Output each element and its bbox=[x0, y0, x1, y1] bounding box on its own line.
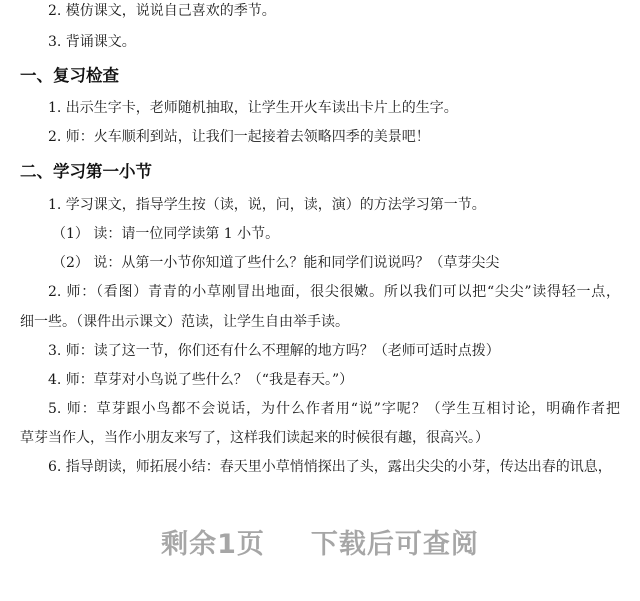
review-item-2: 2. 师：火车顺利到站，让我们一起接着去领略四季的美景吧！ bbox=[48, 129, 430, 145]
study-sub-1: （1） 读：请一位同学读第 1 小节。 bbox=[52, 226, 280, 242]
review-item-1: 1. 出示生字卡，老师随机抽取，让学生开火车读出卡片上的生字。 bbox=[48, 100, 458, 116]
study-item-4: 4. 师：草芽对小鸟说了些什么？（“我是春天。”） bbox=[48, 372, 354, 388]
section-heading-review: 一、复习检查 bbox=[20, 66, 119, 85]
study-sub-2: （2） 说：从第一小节你知道了些什么？能和同学们说说吗？（草芽尖尖 bbox=[52, 255, 500, 271]
remaining-pages-text: 剩余1页 bbox=[161, 529, 265, 560]
study-item-5-line-1: 5. 师：草芽跟小鸟都不会说话，为什么作者用“说”字呢？（学生互相讨论，明确作者把 bbox=[48, 401, 620, 417]
study-item-1: 1. 学习课文，指导学生按（读，说，问，读，演）的方法学习第一节。 bbox=[48, 197, 486, 213]
study-item-5-line-2: 草芽当作人，当作小朋友来写了，这样我们读起来的时候很有趣，很高兴。） bbox=[20, 430, 489, 446]
study-item-3: 3. 师：读了这一节，你们还有什么不理解的地方吗？（老师可适时点拨） bbox=[48, 343, 500, 359]
study-item-2-line-1: 2. 师：（看图）青青的小草刚冒出地面，很尖很嫩。所以我们可以把“尖尖”读得轻一点， bbox=[48, 284, 620, 300]
section-heading-study: 二、学习第一小节 bbox=[20, 162, 152, 181]
study-item-2-line-2: 细一些。（课件出示课文）范读，让学生自由举手读。 bbox=[20, 314, 349, 330]
goal-line-3: 3. 背诵课文。 bbox=[48, 34, 136, 50]
download-to-view-link[interactable]: 下载后可查阅 bbox=[310, 529, 479, 560]
goal-line-2: 2. 模仿课文，说说自己喜欢的季节。 bbox=[48, 3, 276, 19]
study-item-6: 6. 指导朗读，师拓展小结：春天里小草悄悄探出了头，露出尖尖的小芽，传达出春的讯息， bbox=[48, 459, 612, 475]
download-prompt bbox=[0, 522, 640, 561]
